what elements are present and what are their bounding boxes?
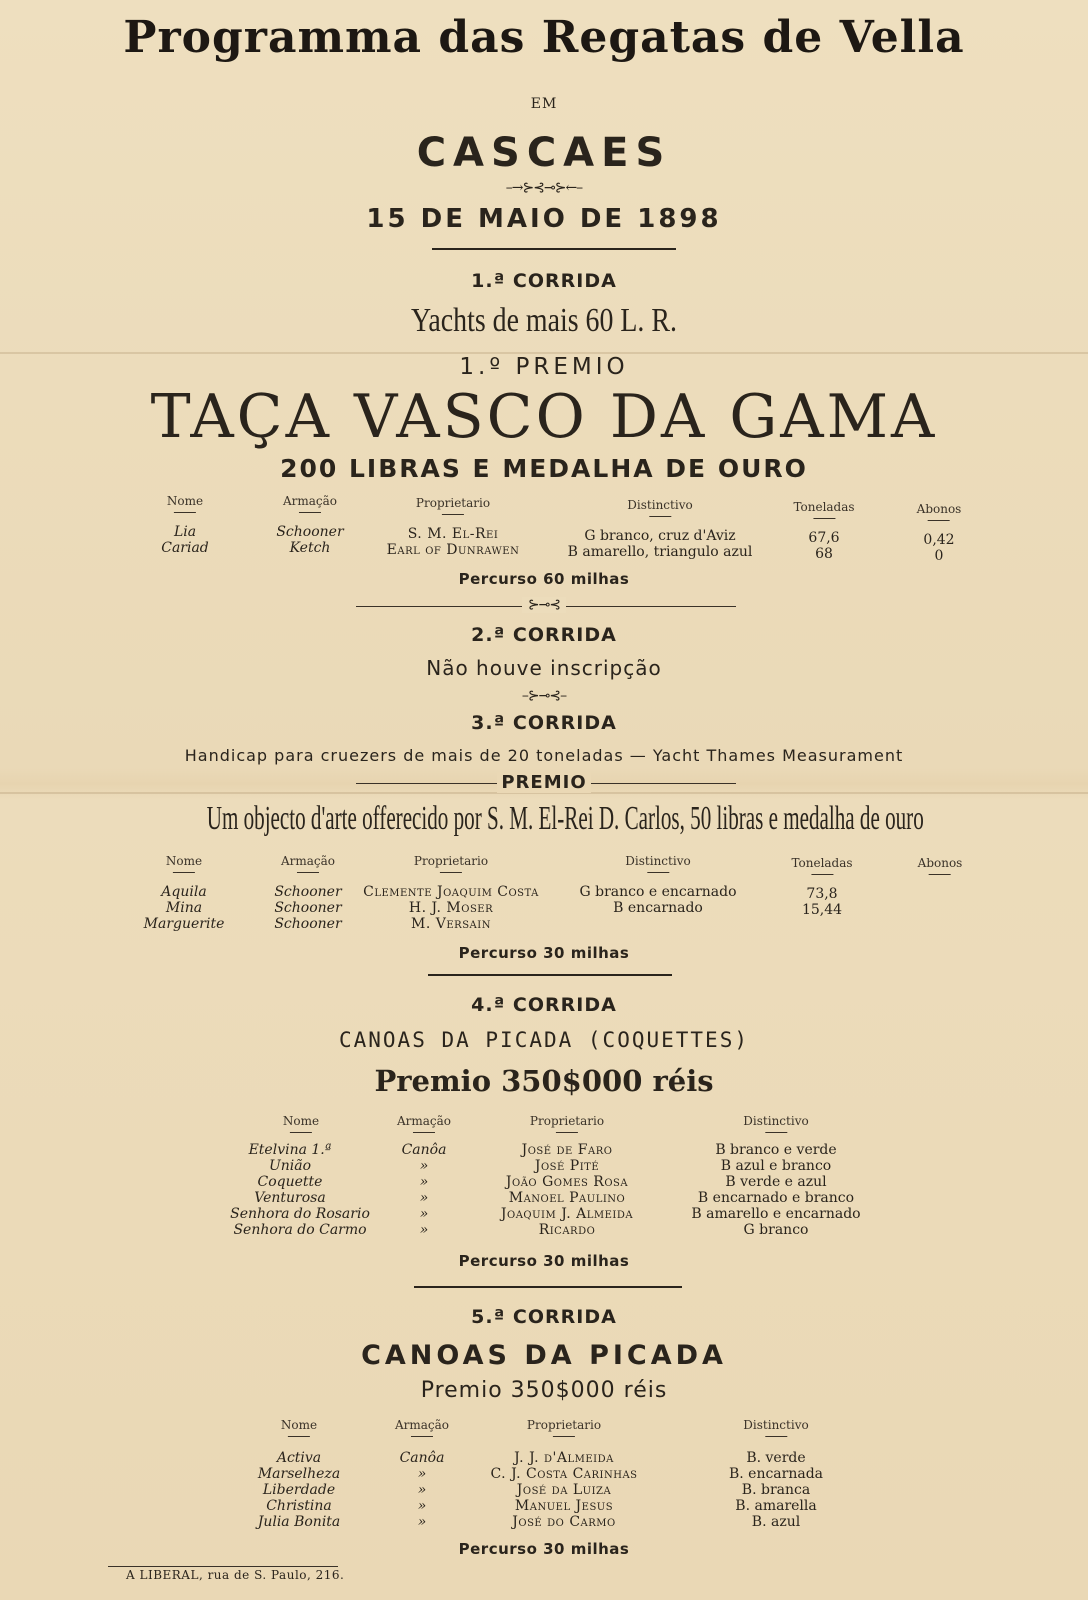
yacht-owner: Earl of Dunrawen	[386, 542, 520, 558]
divider-rule	[428, 974, 672, 976]
yacht-owner: M. Versain	[411, 916, 491, 932]
yacht-rig: Ketch	[289, 540, 331, 556]
canoe-colours: B azul e branco	[720, 1158, 832, 1174]
title-connector: EM	[530, 96, 558, 112]
canoe-colours: B. amarella	[735, 1498, 817, 1514]
col-header-proprietario: Proprietario	[527, 1418, 601, 1437]
race4-prize: Premio 350$000 réis	[374, 1064, 714, 1098]
col-header-armacao: Armação	[395, 1418, 449, 1437]
canoe-name: Activa	[276, 1450, 322, 1466]
canoe-owner: Manuel Jesus	[514, 1498, 614, 1514]
canoe-owner: José da Luiza	[516, 1482, 612, 1498]
event-date: 15 DE MAIO DE 1898	[366, 204, 722, 234]
race3-heading: 3.ª CORRIDA	[471, 712, 617, 734]
canoe-owner: Joaquim J. Almeida	[500, 1206, 634, 1222]
race3-prize: Um objecto d'arte offerecido por S. M. El-Rei D. Carlos, 50 libras e medalha de ouro	[206, 800, 924, 837]
canoe-owner: Ricardo	[538, 1222, 596, 1238]
race1-prize-label: 1.º PREMIO	[459, 354, 629, 380]
col-header-toneladas: Toneladas	[791, 856, 852, 875]
canoe-owner: José do Carmo	[512, 1514, 616, 1530]
race4-course: Percurso 30 milhas	[458, 1252, 630, 1270]
canoe-name: Marselheza	[257, 1466, 341, 1482]
race3-class: Handicap para cruezers de mais de 20 toneladas — Yacht Thames Measurament	[184, 746, 904, 765]
yacht-colours: B amarello, triangulo azul	[567, 544, 753, 560]
canoe-rig: »	[417, 1498, 427, 1514]
race1-course: Percurso 60 milhas	[458, 570, 630, 588]
canoe-colours: B amarello e encarnado	[691, 1206, 861, 1222]
ornament-divider: –→⊱⊰⊸⊱←–	[505, 180, 583, 196]
canoe-rig: »	[419, 1206, 429, 1222]
yacht-name: Lia	[173, 524, 197, 540]
canoe-colours: B verde e azul	[725, 1174, 827, 1190]
canoe-name: Liberdade	[262, 1482, 336, 1498]
yacht-rig: Schooner	[276, 524, 344, 540]
canoe-rig: »	[419, 1190, 429, 1206]
canoe-name: Venturosa	[254, 1190, 326, 1206]
col-header-proprietario: Proprietario	[530, 1114, 604, 1133]
canoe-colours: G branco	[743, 1222, 809, 1238]
canoe-rig: »	[419, 1158, 429, 1174]
canoe-colours: B branco e verde	[715, 1142, 837, 1158]
canoe-colours: B. encarnada	[728, 1466, 824, 1482]
yacht-name: Marguerite	[143, 916, 225, 932]
race1-prize: 200 LIBRAS E MEDALHA DE OURO	[280, 454, 808, 483]
race4-class: CANOAS DA PICADA (COQUETTES)	[338, 1028, 749, 1052]
yacht-rig: Schooner	[274, 884, 342, 900]
col-header-proprietario: Proprietario	[416, 496, 490, 515]
yacht-colours: B encarnado	[613, 900, 703, 916]
col-header-abonos: Abonos	[917, 502, 962, 521]
yacht-tonnage: 68	[815, 546, 833, 562]
race5-class: CANOAS DA PICADA	[361, 1340, 727, 1371]
canoe-name: Senhora do Carmo	[233, 1222, 367, 1238]
col-header-distinctivo: Distinctivo	[743, 1418, 808, 1437]
col-header-nome: Nome	[283, 1114, 319, 1133]
canoe-name: Coquette	[257, 1174, 323, 1190]
canoe-owner: J. J. d'Almeida	[514, 1450, 614, 1466]
race2-heading: 2.ª CORRIDA	[471, 624, 617, 646]
canoe-name: União	[268, 1158, 312, 1174]
canoe-name: Christina	[266, 1498, 332, 1514]
yacht-owner: H. J. Moser	[408, 900, 494, 916]
canoe-owner: José de Faro	[521, 1142, 613, 1158]
ornament-divider: –⊱⊸⊰–	[521, 688, 567, 704]
race1-heading: 1.ª CORRIDA	[471, 270, 617, 292]
yacht-name: Mina	[165, 900, 203, 916]
race1-trophy: TAÇA VASCO DA GAMA	[150, 382, 938, 452]
imprint-rule	[108, 1566, 338, 1567]
col-header-distinctivo: Distinctivo	[743, 1114, 808, 1133]
canoe-owner: José Pité	[534, 1158, 600, 1174]
race2-note: Não houve inscripção	[426, 656, 662, 680]
col-header-armacao: Armação	[397, 1114, 451, 1133]
race1-class: Yachts de mais 60 L. R.	[411, 302, 677, 339]
divider-rule	[414, 1286, 682, 1288]
canoe-owner: Manoel Paulino	[508, 1190, 626, 1206]
yacht-colours: G branco e encarnado	[579, 884, 737, 900]
canoe-rig: Canôa	[399, 1450, 445, 1466]
col-header-distinctivo: Distinctivo	[625, 854, 690, 873]
race4-heading: 4.ª CORRIDA	[471, 994, 617, 1016]
canoe-name: Senhora do Rosario	[230, 1206, 370, 1222]
canoe-colours: B. azul	[751, 1514, 801, 1530]
canoe-colours: B. verde	[746, 1450, 806, 1466]
col-header-proprietario: Proprietario	[414, 854, 488, 873]
yacht-allowance: 0	[934, 548, 944, 564]
race5-heading: 5.ª CORRIDA	[471, 1306, 617, 1328]
canoe-rig: »	[419, 1174, 429, 1190]
canoe-name: Julia Bonita	[257, 1514, 341, 1530]
yacht-rig: Schooner	[274, 916, 342, 932]
location-heading: CASCAES	[416, 130, 672, 176]
yacht-tonnage: 73,8	[806, 886, 838, 902]
canoe-owner: João Gomes Rosa	[505, 1174, 629, 1190]
yacht-allowance: 0,42	[923, 532, 955, 548]
race3-prize-label: PREMIO	[0, 772, 1088, 793]
ornament-divider: ⊱⊸⊰	[0, 597, 1088, 613]
page-title: Programma das Regatas de Vella	[123, 12, 965, 63]
canoe-owner: C. J. Costa Carinhas	[490, 1466, 638, 1482]
col-header-nome: Nome	[281, 1418, 317, 1437]
canoe-rig: »	[417, 1466, 427, 1482]
yacht-owner: Clemente Joaquim Costa	[363, 884, 539, 900]
yacht-tonnage: 67,6	[808, 530, 840, 546]
col-header-nome: Nome	[167, 494, 203, 513]
canoe-rig: »	[417, 1514, 427, 1530]
yacht-name: Cariad	[161, 540, 209, 556]
canoe-rig: Canôa	[401, 1142, 447, 1158]
col-header-armacao: Armação	[283, 494, 337, 513]
col-header-nome: Nome	[166, 854, 202, 873]
yacht-colours: G branco, cruz d'Aviz	[584, 528, 736, 544]
col-header-distinctivo: Distinctivo	[627, 498, 692, 517]
race5-course: Percurso 30 milhas	[458, 1540, 630, 1558]
race5-prize: Premio 350$000 réis	[420, 1378, 668, 1403]
printer-imprint: A LIBERAL, rua de S. Paulo, 216.	[126, 1568, 345, 1582]
divider-rule	[432, 248, 676, 250]
canoe-rig: »	[417, 1482, 427, 1498]
yacht-name: Aquila	[161, 884, 207, 900]
canoe-name: Etelvina 1.ª	[248, 1142, 332, 1158]
yacht-owner: S. M. El-Rei	[407, 526, 499, 542]
race3-course: Percurso 30 milhas	[458, 944, 630, 962]
yacht-rig: Schooner	[274, 900, 342, 916]
canoe-rig: »	[419, 1222, 429, 1238]
col-header-toneladas: Toneladas	[793, 500, 854, 519]
canoe-colours: B encarnado e branco	[697, 1190, 855, 1206]
col-header-abonos: Abonos	[918, 856, 963, 875]
col-header-armacao: Armação	[281, 854, 335, 873]
yacht-tonnage: 15,44	[801, 902, 843, 918]
canoe-colours: B. branca	[741, 1482, 811, 1498]
